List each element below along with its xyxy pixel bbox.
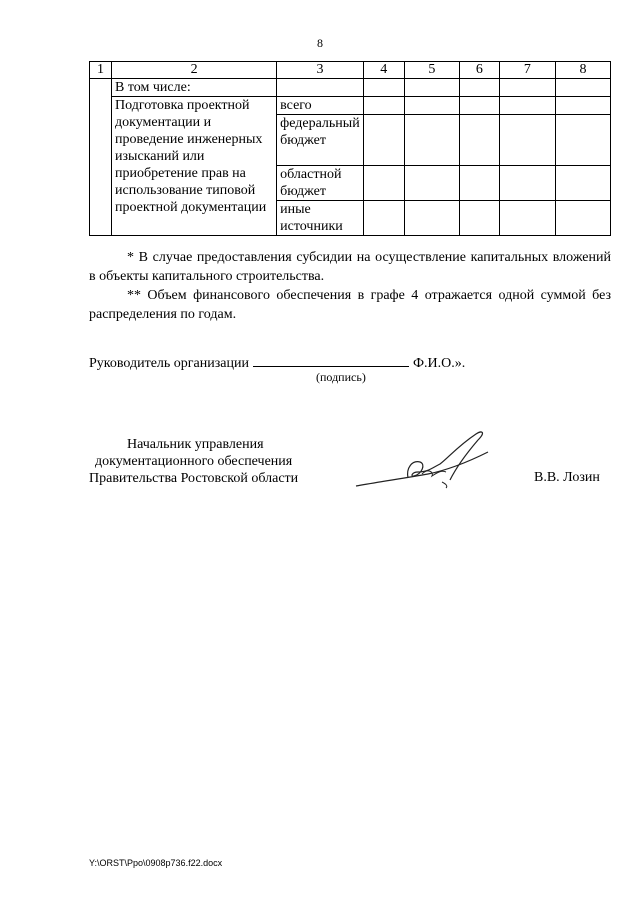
col-header-3: 3 — [277, 62, 364, 79]
footnote-2: ** Объем финансового обеспечения в графе 4 отражается одной суммой без распределения по годам. — [89, 288, 611, 322]
footnote-1: * В случае предоставления субсидии на осуществление капитальных вложений в объекты капитального строительства. — [89, 250, 611, 284]
source-cell: федеральный бюджет — [277, 115, 364, 166]
table-cell — [555, 79, 610, 97]
table-cell — [277, 79, 364, 97]
col-header-1: 1 — [90, 62, 112, 79]
fio-label: Ф.И.О.». — [412, 356, 466, 371]
source-cell: иные источники — [277, 201, 364, 236]
table-row — [90, 79, 611, 97]
table-cell — [459, 115, 499, 166]
subheading-cell: В том числе: — [112, 79, 277, 97]
page-number: 8 — [317, 36, 323, 50]
table-cell — [363, 201, 404, 236]
official-name: В.В. Лозин — [534, 470, 600, 485]
table-cell — [459, 97, 499, 115]
col-header-2: 2 — [112, 62, 277, 79]
signature-caption: (подпись) — [316, 370, 366, 384]
source-cell: областной бюджет — [277, 166, 364, 201]
description-cell: Подготовка проектной документации и проведение инженерных изысканий или приобретение прав на использование типовой проектной документации — [112, 97, 277, 236]
table-cell — [459, 79, 499, 97]
col-header-5: 5 — [404, 62, 459, 79]
table-cell — [499, 79, 555, 97]
table-cell — [404, 201, 459, 236]
footnotes — [89, 248, 611, 324]
table-cell — [499, 115, 555, 166]
head-of-organization-label: Руководитель организации — [89, 356, 249, 371]
table-cell — [363, 115, 404, 166]
table-cell — [363, 97, 404, 115]
table-cell — [459, 201, 499, 236]
table-cell — [555, 201, 610, 236]
official-title-line-1: Начальник управления — [127, 437, 264, 452]
col-header-4: 4 — [363, 62, 404, 79]
table-cell — [499, 201, 555, 236]
table-cell — [555, 166, 610, 201]
table-row — [90, 97, 611, 115]
table-cell — [363, 79, 404, 97]
col-header-8: 8 — [555, 62, 610, 79]
col-header-6: 6 — [459, 62, 499, 79]
signature-line — [89, 352, 465, 372]
table-cell — [499, 166, 555, 201]
handwritten-signature — [348, 428, 498, 500]
financing-table — [89, 61, 611, 236]
table-cell — [404, 115, 459, 166]
official-title-line-3: Правительства Ростовской области — [89, 471, 299, 486]
col-header-7: 7 — [499, 62, 555, 79]
signature-blank — [253, 352, 409, 367]
table-header-row — [90, 62, 611, 79]
table-cell — [459, 166, 499, 201]
table-cell — [555, 115, 610, 166]
table-cell — [555, 97, 610, 115]
file-path: Y:\ORST\Ppo\0908p736.f22.docx — [89, 858, 223, 868]
table-cell — [404, 166, 459, 201]
table-cell — [404, 97, 459, 115]
table-cell — [363, 166, 404, 201]
table-cell — [404, 79, 459, 97]
table-cell — [90, 79, 112, 236]
official-title-line-2: документационного обеспечения — [95, 454, 293, 469]
table-cell — [499, 97, 555, 115]
official-title — [89, 436, 298, 487]
source-cell: всего — [277, 97, 364, 115]
